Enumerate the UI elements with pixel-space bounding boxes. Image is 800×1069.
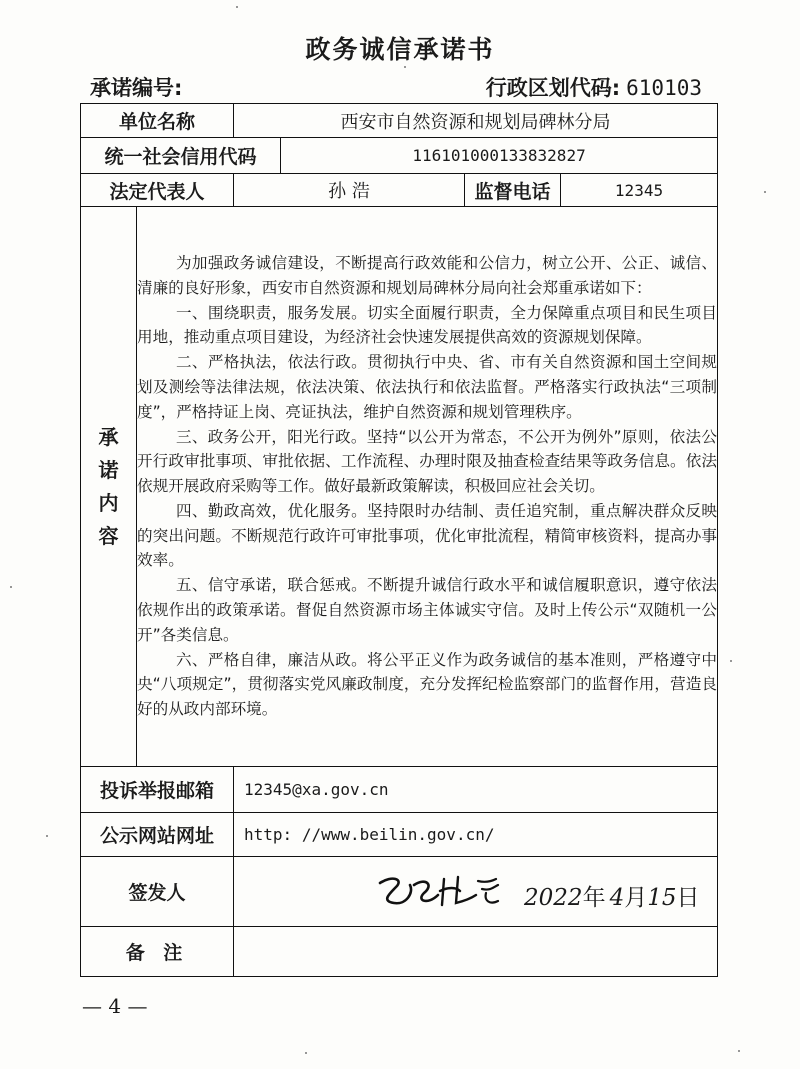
intro-paragraph: 为加强政务诚信建设，不断提高行政效能和公信力，树立公开、公正、诚信、清廉的良好形象，西安市自然资源和规划局碑林分局向社会郑重承诺如下： [137,253,718,297]
commitment-content-row [81,207,718,767]
unit-name-label: 单位名称 [81,104,234,138]
region-code [486,72,702,102]
complaint-email-row [81,767,718,813]
supervision-phone-label: 监督电话 [465,174,561,207]
scan-speck [10,586,12,588]
sign-day: 15 [647,885,677,911]
legal-representative-value: 孙 浩 [234,174,465,207]
remarks-value [234,927,718,977]
handwritten-signature [374,871,504,915]
scan-speck [46,835,48,837]
signer-label: 签发人 [81,857,234,927]
complaint-email-label: 投诉举报邮箱 [81,767,234,813]
region-code-label: 行政区划代码: [485,76,621,100]
signature-cell [234,857,718,927]
scan-speck [236,6,238,8]
unit-name-value: 西安市自然资源和规划局碑林分局 [234,104,718,138]
commitment-content-text [137,207,718,767]
commitment-item-4: 四、勤政高效，优化服务。坚持限时办结制、责任追究制，重点解决群众反映的突出问题。不断规范行政许可审批事项，优化审批流程，精简审核资料，提高办事效率。 [137,501,718,570]
supervision-phone-value: 12345 [561,174,718,207]
commitment-form-table [80,103,718,977]
website-label: 公示网站网址 [81,813,234,857]
website-row [81,813,718,857]
credit-code-value: 11610100013383282​7 [281,138,718,174]
commitment-number-label: 承诺编号: [90,76,183,100]
unit-name-row [81,104,718,138]
sign-month-suffix: 月 [624,885,648,911]
scan-speck [764,191,766,193]
remarks-label: 备 注 [81,927,234,977]
commitment-item-1: 一、围绕职责，服务发展。切实全面履行职责，全力保障重点项目和民生项目用地，推动重点项目建设，为经济社会快速发展提供高效的资源规划保障。 [137,303,718,347]
commitment-item-3: 三、政务公开，阳光行政。坚持“以公开为常态，不公开为例外”原则，依法公开行政审批事项、审批依据、工作流程、办理时限及抽查检查结果等政务信息。依法依规开展政府采购等工作。做好最新政策解读，积极回应社会关切。 [137,427,718,496]
document-title: 政务诚信承诺书 [305,35,495,64]
scan-speck [305,1052,307,1054]
signing-date [524,879,699,912]
legal-representative-row [81,174,718,207]
content-label-char: 内 [98,490,119,515]
sign-day-suffix: 日 [676,885,700,911]
commitment-item-6: 六、严格自律，廉洁从政。将公平正义作为政务诚信的基本准则，严格遵守中央“八项规定”，贯彻落实党风廉政制度，充分发挥纪检监察部门的监督作用，营造良好的从政内部环境。 [137,650,718,719]
scan-speck [730,660,732,662]
remarks-row [81,927,718,977]
sign-year-suffix: 年 [582,885,606,911]
content-label-char: 诺 [98,457,119,482]
region-code-value: 610103 [626,76,702,100]
scan-speck [404,66,406,68]
sign-year: 2022 [524,885,583,911]
credit-code-label: 统一社会信用代码 [81,138,281,174]
credit-code-row [81,138,718,174]
content-label-char: 承 [98,424,119,449]
commitment-item-2: 二、严格执法，依法行政。贯彻执行中央、省、市有关自然资源和国土空间规划及测绘等法律法规，依法决策、依法执行和依法监督。严格落实行政执法“三项制度”，严格持证上岗、亮证执法，维护自然资源和规划管理秩序。 [137,353,718,421]
sign-month: 4 [609,885,625,911]
commitment-content-label [81,207,137,767]
header-meta-row [90,70,702,102]
scan-speck [738,1050,740,1052]
website-value: http: //www.beilin.gov.cn/ [234,813,718,857]
legal-representative-label: 法定代表人 [81,174,234,207]
commitment-item-5: 五、信守承诺，联合惩戒。不断提升诚信行政水平和诚信履职意识，遵守依法依规作出的政策承诺。督促自然资源市场主体诚实守信。及时上传公示“双随机一公开”各类信息。 [137,576,718,644]
page-number: — 4 — [82,994,148,1018]
complaint-email-value: 12345@xa.gov.cn [234,767,718,813]
content-label-char: 容 [98,523,119,548]
signer-row [81,857,718,927]
